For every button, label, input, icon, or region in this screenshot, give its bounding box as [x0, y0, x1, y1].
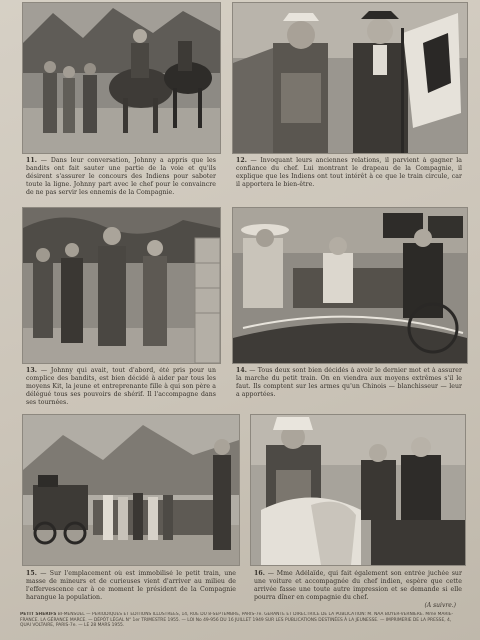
riders-on-horseback-image — [23, 3, 220, 153]
panel-15-photo — [22, 414, 240, 566]
footer-text: BI-MENSUEL — PÉRIODIQUES ET ÉDITIONS ILLUSTRÉES, 14, RUE DU 8-SEPTEMBRE, PARIS-7e. GÉRANTE ET DIRECTRICE DE LA PUBLICATION: M. NAA BOYER-VERNIÈRE. Mme MARIE-FRANCE. LA GÉRANCE MARCE. — DÉPÔT LÉGAL N° 1er TRIMESTRE 1955. — LOI No 49-956 DU 16 JUILLET 1949 SUR LES PUBLICATIONS DESTINÉES À LA JEUNESSE. — IMPRIMERIE DE LA PRESSE, 4, QUAI VOLTAIRE, PARIS-7e. — LE 28 MARS 1955. — [20, 612, 454, 629]
panel-13-number: 13. — [26, 367, 37, 374]
johnny-and-kit-image — [23, 208, 220, 363]
panel-15-text: — Sur l'emplacement où est immobilisé le petit train, une masse de mineurs et de curieuses vient d'arriver au milieu de l'effervescence car à ce moment le président de la Compagnie harangue la population. — [26, 570, 236, 602]
panel-11-caption — [26, 157, 216, 203]
panel-16-number: 16. — [254, 570, 265, 577]
panel-14-caption — [236, 367, 462, 411]
panel-11-photo — [22, 2, 221, 154]
panel-14-number: 14. — [236, 367, 247, 374]
publication-footer — [20, 612, 460, 638]
panel-13-photo — [22, 207, 221, 364]
panel-12-photo — [232, 2, 468, 154]
panel-15-number: 15. — [26, 570, 37, 577]
panel-14-text: — Tous deux sont bien décidés à avoir le dernier mot et à assurer la marche du petit train. On en viendra aux moyens extrêmes s'il le faut. Ils comptent sur les armes qu'un Chinois — blanchisseur — leur a apportées. — [236, 367, 462, 399]
panel-16-photo — [250, 414, 466, 566]
to-be-continued: (A suivre.) — [424, 602, 456, 609]
panel-13-caption — [26, 367, 216, 411]
wagon-scene-image — [233, 208, 467, 363]
chief-and-flag-image — [233, 3, 467, 153]
panel-12-caption — [236, 157, 462, 203]
panel-14-photo — [232, 207, 468, 364]
footer-brand: PETIT SHÉRIFS — [20, 612, 57, 617]
panel-12-text: — Invoquant leurs anciennes relations, il parvient à gagner la confiance du chef. Lui montrant le drapeau de la Compagnie, il explique que les Indiens ont tout intérêt à ce que le train circule, car il apportera le bien-être. — [236, 157, 462, 189]
panel-15-caption — [26, 570, 236, 610]
chief-on-horse-image — [251, 415, 465, 565]
panel-16-text: — Mme Adélaïde, qui fait également son entrée juchée sur une voiture et accompagnée du chef indien, espère que cette arrivée fasse une toute autre impression et se demande si elle pourra dîner en compagnie du chef. — [254, 570, 462, 602]
train-and-crowd-image — [23, 415, 239, 565]
panel-12-number: 12. — [236, 157, 247, 164]
panel-13-text: — Johnny qui avait, tout d'abord, été pris pour un complice des bandits, est bien décidé à aider par tous les moyens Kit, la jeune et entreprenante fille à qui son père a délégué tous ses pouvoirs de shérif. Il l'accompagne dans ses tournées. — [26, 367, 216, 407]
panel-11-text: — Dans leur conversation, Johnny a appris que les bandits ont fait sauter une partie de la voie et qu'ils désirent s'assurer le concours des Indiens pour saboter toute la ligne. Johnny part avec le chef pour le convaincre de ne pas servir les ennemis de la Compagnie. — [26, 157, 216, 197]
panel-11-number: 11. — [26, 157, 37, 164]
